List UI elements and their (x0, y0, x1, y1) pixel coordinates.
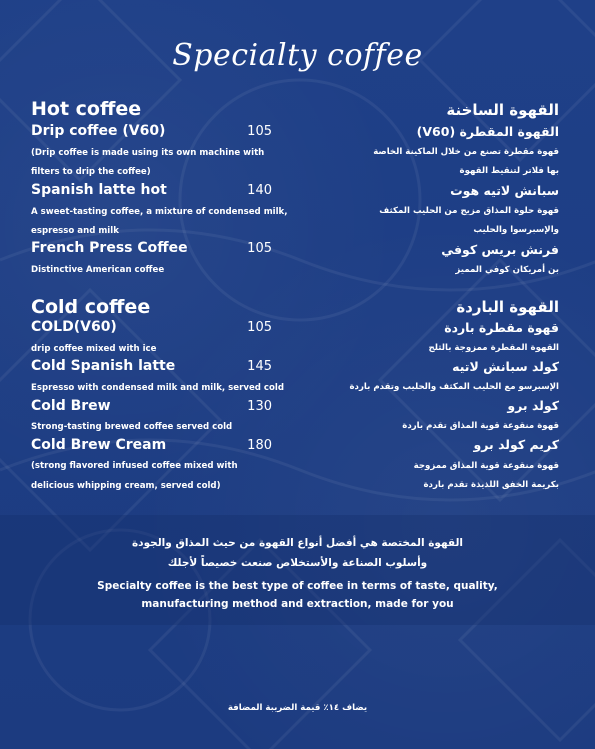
menu-item-price: 145 (247, 359, 272, 374)
menu-item-desc-ar: القهوة المقطرة ممزوجة بالثلج (428, 343, 559, 353)
menu-item-name: Drip coffee (V60) (31, 123, 166, 139)
menu-item-price: 105 (247, 320, 272, 335)
menu-item-desc: delicious whipping cream, served cold) (31, 481, 221, 491)
footer-text-ar: وأسلوب الصناعة والأستخلاص صنعت خصيصاً لأجلك (167, 557, 428, 569)
menu-item-price: 140 (247, 183, 272, 198)
menu-item-desc: drip coffee mixed with ice (31, 344, 157, 354)
menu-item-desc: filters to drip the coffee) (31, 167, 151, 177)
footer-text-en: manufacturing method and extraction, made for you (141, 598, 454, 610)
footer-text-ar: القهوة المختصة هي أفضل أنواع القهوة من حيث المذاق والجودة (131, 537, 464, 549)
menu-item-desc: A sweet-tasting coffee, a mixture of condensed milk, (31, 207, 288, 217)
menu-item-desc-ar: والإسبرسوا والحليب (473, 225, 559, 235)
menu-item-desc-ar: بها فلاتر لتنقيط القهوة (459, 166, 559, 176)
menu-item-name-ar: سبانش لاتيه هوت (450, 183, 559, 198)
cold-section-title: Cold coffee (31, 296, 151, 318)
footer-text-en: Specialty coffee is the best type of coffee in terms of taste, quality, (97, 580, 498, 592)
menu-item-price: 180 (247, 438, 272, 453)
menu-item-desc-ar: قهوة منقوعة قوية المذاق تقدم باردة (402, 421, 559, 431)
menu-item-name-ar: فرنش بريس كوفي (441, 242, 559, 257)
menu-item-desc-ar: الإسبرسو مع الحليب المكثف والحليب وتقدم باردة (349, 382, 559, 392)
menu-item-desc: (strong flavored infused coffee mixed with (31, 461, 238, 471)
menu-item-desc-ar: قهوة مقطرة تصنع من خلال الماكينة الخاصة (373, 147, 559, 157)
menu-item-desc-ar: بكريمة الخفق اللذيذة تقدم باردة (423, 480, 559, 490)
menu-item-name: Cold Brew Cream (31, 437, 167, 453)
menu-item-desc-ar: بن أمريكان كوفي المميز (455, 265, 559, 275)
menu-item-name: Spanish latte hot (31, 182, 167, 198)
menu-item-name-ar: القهوة المقطرة (V60) (416, 124, 559, 139)
menu-item-desc-ar: قهوة حلوة المذاق مزيج من الحليب المكثف (379, 206, 559, 216)
page-title: Specialty coffee (172, 38, 423, 73)
menu-item-desc-ar: قهوة منقوعة قوية المذاق ممزوجة (413, 461, 559, 471)
menu-item-name: French Press Coffee (31, 240, 188, 256)
menu-item-name-ar: قهوة مقطرة باردة (444, 320, 559, 335)
hot-section-title: Hot coffee (31, 98, 142, 120)
menu-item-name-ar: كولد سبانش لاتيه (452, 359, 559, 374)
english-column (31, 0, 288, 749)
hot-section-title-ar: القهوة الساخنة (446, 101, 559, 119)
menu-item-name: Cold Brew (31, 398, 111, 414)
menu-item-desc: (Drip coffee is made using its own machine with (31, 148, 265, 158)
menu-item-name-ar: كولد برو (507, 398, 559, 413)
menu-item-price: 130 (247, 399, 272, 414)
vat-note: يضاف ١٤٪ قيمة الضريبة المضافة (227, 703, 368, 713)
cold-section-title-ar: القهوة الباردة (456, 298, 559, 316)
arabic-column (299, 0, 559, 749)
menu-item-price: 105 (247, 241, 272, 256)
menu-item-name-ar: كريم كولد برو (473, 437, 559, 452)
menu-item-price: 105 (247, 124, 272, 139)
menu-item-desc: espresso and milk (31, 226, 119, 236)
menu-item-name: COLD(V60) (31, 319, 117, 335)
menu-item-desc: Distinctive American coffee (31, 265, 165, 275)
menu-item-name: Cold Spanish latte (31, 358, 176, 374)
menu-item-desc: Strong-tasting brewed coffee served cold (31, 422, 233, 432)
menu-item-desc: Espresso with condensed milk and milk, served cold (31, 383, 285, 393)
